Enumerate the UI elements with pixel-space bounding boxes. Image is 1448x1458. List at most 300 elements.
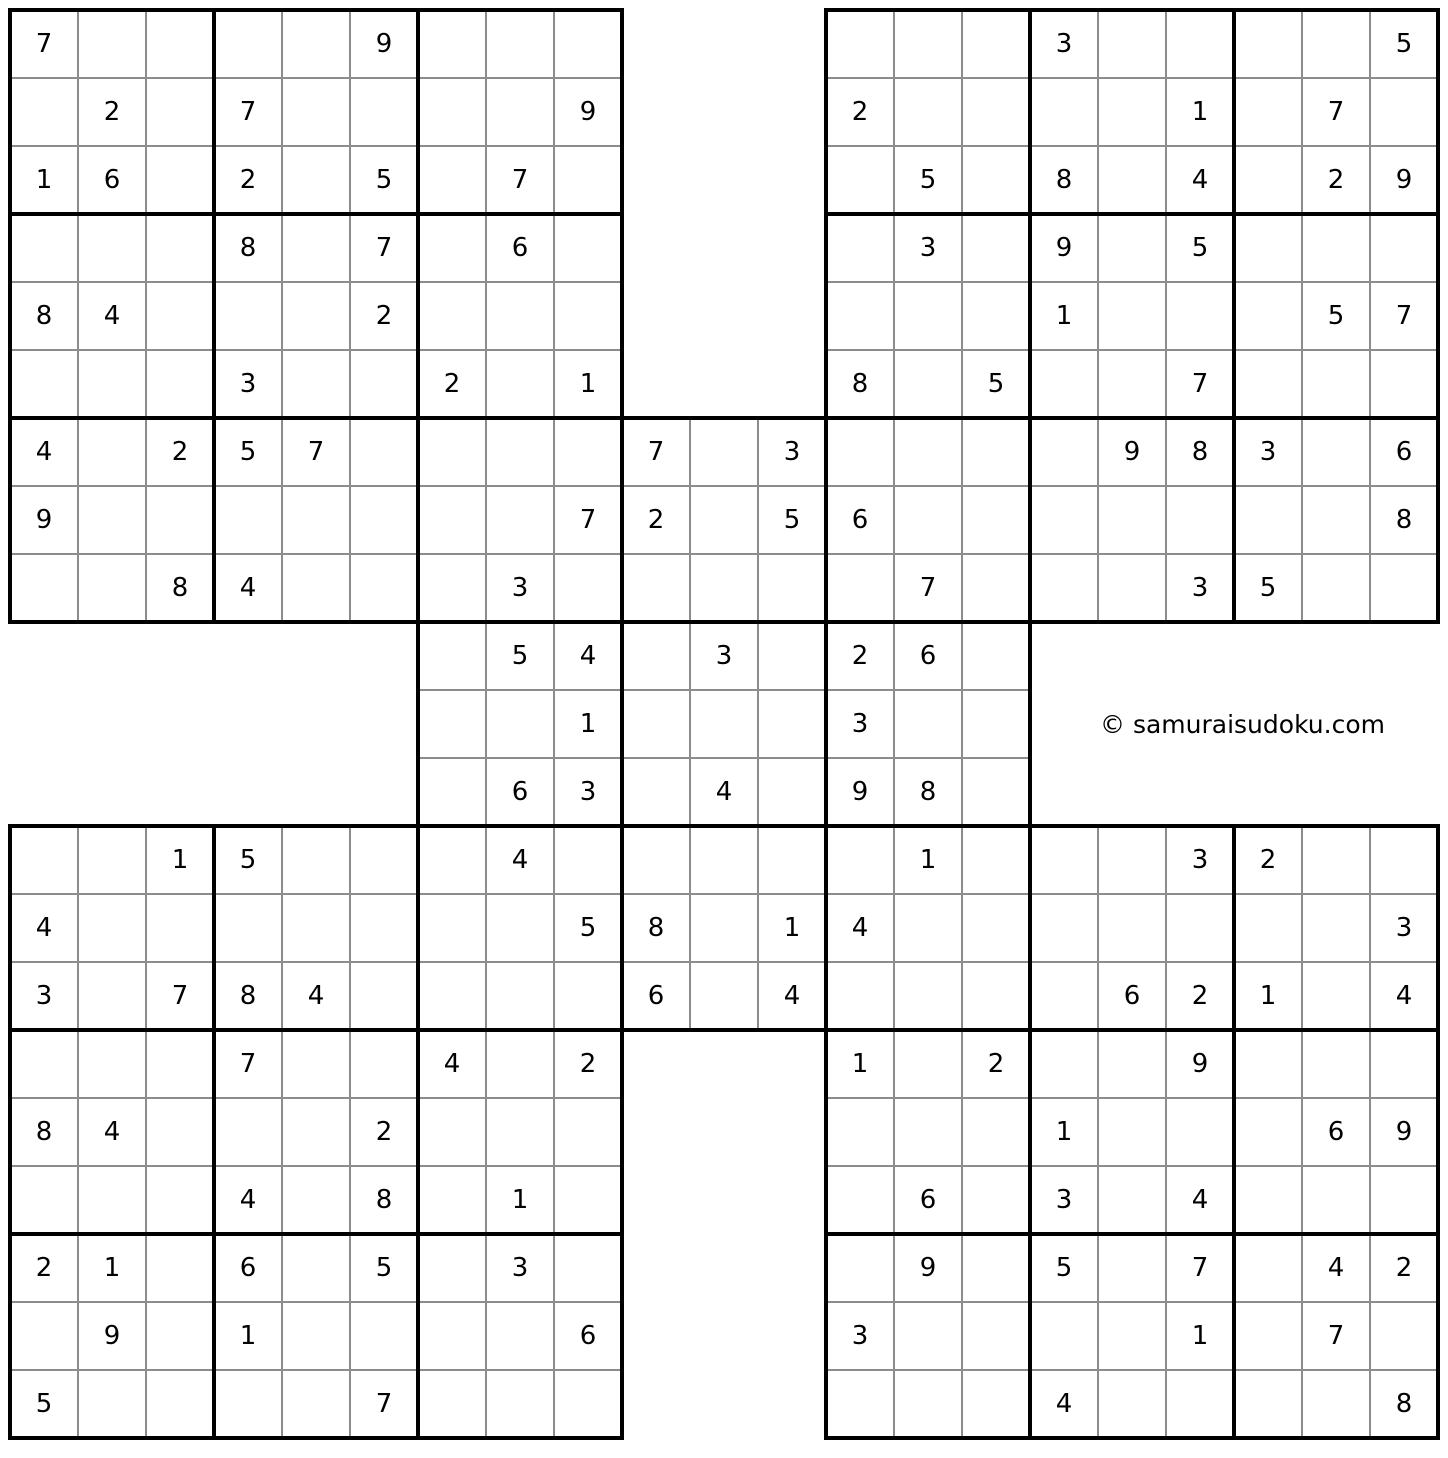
sudoku-cell[interactable] <box>962 214 1030 282</box>
sudoku-cell[interactable]: 4 <box>10 894 78 962</box>
sudoku-cell[interactable]: 8 <box>350 1166 418 1234</box>
sudoku-cell[interactable]: 7 <box>1302 78 1370 146</box>
sudoku-cell[interactable]: 8 <box>1370 1370 1438 1438</box>
sudoku-cell[interactable] <box>1234 1234 1302 1302</box>
sudoku-cell[interactable] <box>1370 554 1438 622</box>
sudoku-cell[interactable] <box>1098 1166 1166 1234</box>
sudoku-cell[interactable] <box>418 690 486 758</box>
sudoku-cell[interactable] <box>554 554 622 622</box>
sudoku-cell[interactable] <box>418 894 486 962</box>
sudoku-cell[interactable]: 7 <box>214 1030 282 1098</box>
sudoku-cell[interactable]: 7 <box>214 78 282 146</box>
sudoku-cell[interactable] <box>962 78 1030 146</box>
sudoku-cell[interactable] <box>1098 146 1166 214</box>
sudoku-cell[interactable] <box>1030 962 1098 1030</box>
sudoku-cell[interactable] <box>1370 1030 1438 1098</box>
sudoku-cell[interactable] <box>690 554 758 622</box>
sudoku-cell[interactable] <box>1098 554 1166 622</box>
sudoku-cell[interactable]: 6 <box>78 146 146 214</box>
sudoku-cell[interactable]: 9 <box>1030 214 1098 282</box>
sudoku-cell[interactable] <box>1302 1030 1370 1098</box>
sudoku-cell[interactable]: 7 <box>554 486 622 554</box>
sudoku-cell[interactable]: 8 <box>622 894 690 962</box>
sudoku-cell[interactable] <box>10 350 78 418</box>
sudoku-cell[interactable]: 7 <box>350 1370 418 1438</box>
sudoku-cell[interactable]: 5 <box>962 350 1030 418</box>
sudoku-cell[interactable] <box>282 1030 350 1098</box>
sudoku-cell[interactable] <box>1234 282 1302 350</box>
sudoku-cell[interactable] <box>1166 1370 1234 1438</box>
sudoku-cell[interactable] <box>282 1302 350 1370</box>
sudoku-cell[interactable] <box>554 962 622 1030</box>
sudoku-cell[interactable] <box>962 282 1030 350</box>
sudoku-cell[interactable] <box>962 1098 1030 1166</box>
sudoku-cell[interactable] <box>690 826 758 894</box>
sudoku-cell[interactable] <box>10 214 78 282</box>
sudoku-cell[interactable]: 6 <box>1098 962 1166 1030</box>
sudoku-cell[interactable] <box>1302 1166 1370 1234</box>
sudoku-cell[interactable] <box>1030 894 1098 962</box>
sudoku-cell[interactable]: 1 <box>826 1030 894 1098</box>
sudoku-cell[interactable]: 2 <box>418 350 486 418</box>
sudoku-cell[interactable] <box>894 962 962 1030</box>
sudoku-cell[interactable] <box>418 1166 486 1234</box>
sudoku-cell[interactable]: 4 <box>10 418 78 486</box>
sudoku-cell[interactable]: 6 <box>622 962 690 1030</box>
sudoku-cell[interactable] <box>826 962 894 1030</box>
sudoku-cell[interactable] <box>146 214 214 282</box>
sudoku-cell[interactable]: 2 <box>1166 962 1234 1030</box>
sudoku-cell[interactable] <box>1302 894 1370 962</box>
sudoku-cell[interactable]: 1 <box>486 1166 554 1234</box>
sudoku-cell[interactable]: 8 <box>894 758 962 826</box>
sudoku-cell[interactable] <box>1098 1098 1166 1166</box>
sudoku-cell[interactable]: 7 <box>350 214 418 282</box>
sudoku-cell[interactable] <box>894 282 962 350</box>
sudoku-cell[interactable] <box>350 1030 418 1098</box>
sudoku-cell[interactable]: 6 <box>894 622 962 690</box>
sudoku-cell[interactable] <box>1234 1098 1302 1166</box>
sudoku-cell[interactable] <box>418 554 486 622</box>
sudoku-cell[interactable] <box>1302 1370 1370 1438</box>
sudoku-cell[interactable] <box>758 758 826 826</box>
sudoku-cell[interactable]: 5 <box>758 486 826 554</box>
sudoku-cell[interactable] <box>418 282 486 350</box>
sudoku-cell[interactable] <box>1370 1166 1438 1234</box>
sudoku-cell[interactable] <box>214 1098 282 1166</box>
sudoku-cell[interactable]: 2 <box>146 418 214 486</box>
sudoku-cell[interactable] <box>1098 1370 1166 1438</box>
sudoku-cell[interactable] <box>1098 486 1166 554</box>
sudoku-cell[interactable] <box>1030 350 1098 418</box>
sudoku-cell[interactable] <box>146 1166 214 1234</box>
sudoku-cell[interactable] <box>282 10 350 78</box>
sudoku-cell[interactable] <box>486 282 554 350</box>
sudoku-cell[interactable] <box>486 1030 554 1098</box>
sudoku-cell[interactable]: 6 <box>894 1166 962 1234</box>
sudoku-cell[interactable] <box>78 1370 146 1438</box>
sudoku-cell[interactable] <box>1098 10 1166 78</box>
sudoku-cell[interactable]: 1 <box>78 1234 146 1302</box>
sudoku-cell[interactable] <box>350 962 418 1030</box>
sudoku-cell[interactable] <box>418 486 486 554</box>
sudoku-cell[interactable] <box>78 826 146 894</box>
sudoku-cell[interactable]: 8 <box>1030 146 1098 214</box>
sudoku-cell[interactable] <box>214 1370 282 1438</box>
sudoku-cell[interactable] <box>282 214 350 282</box>
sudoku-cell[interactable] <box>962 10 1030 78</box>
sudoku-cell[interactable] <box>282 1370 350 1438</box>
sudoku-cell[interactable] <box>1030 486 1098 554</box>
sudoku-cell[interactable] <box>894 350 962 418</box>
sudoku-cell[interactable] <box>10 78 78 146</box>
sudoku-cell[interactable] <box>282 1166 350 1234</box>
sudoku-cell[interactable] <box>1234 78 1302 146</box>
sudoku-cell[interactable] <box>146 10 214 78</box>
sudoku-cell[interactable] <box>622 554 690 622</box>
sudoku-cell[interactable] <box>962 486 1030 554</box>
sudoku-cell[interactable]: 8 <box>1370 486 1438 554</box>
sudoku-cell[interactable]: 1 <box>554 690 622 758</box>
sudoku-cell[interactable]: 2 <box>1370 1234 1438 1302</box>
sudoku-cell[interactable] <box>78 214 146 282</box>
sudoku-cell[interactable]: 3 <box>1166 826 1234 894</box>
sudoku-cell[interactable]: 3 <box>554 758 622 826</box>
sudoku-cell[interactable] <box>282 350 350 418</box>
sudoku-cell[interactable] <box>894 690 962 758</box>
sudoku-cell[interactable]: 2 <box>350 282 418 350</box>
sudoku-cell[interactable] <box>1234 214 1302 282</box>
sudoku-cell[interactable]: 2 <box>1234 826 1302 894</box>
sudoku-cell[interactable] <box>1234 146 1302 214</box>
sudoku-cell[interactable] <box>486 690 554 758</box>
sudoku-cell[interactable] <box>146 78 214 146</box>
sudoku-cell[interactable] <box>690 962 758 1030</box>
sudoku-cell[interactable]: 2 <box>826 78 894 146</box>
sudoku-cell[interactable]: 3 <box>10 962 78 1030</box>
sudoku-cell[interactable] <box>282 486 350 554</box>
sudoku-cell[interactable]: 9 <box>78 1302 146 1370</box>
sudoku-cell[interactable] <box>622 826 690 894</box>
sudoku-cell[interactable]: 7 <box>1370 282 1438 350</box>
sudoku-cell[interactable]: 2 <box>214 146 282 214</box>
sudoku-cell[interactable] <box>1234 1030 1302 1098</box>
sudoku-cell[interactable] <box>1098 282 1166 350</box>
sudoku-cell[interactable]: 2 <box>554 1030 622 1098</box>
sudoku-cell[interactable]: 9 <box>1370 146 1438 214</box>
sudoku-cell[interactable] <box>962 690 1030 758</box>
sudoku-cell[interactable] <box>1030 826 1098 894</box>
sudoku-cell[interactable] <box>486 78 554 146</box>
sudoku-cell[interactable]: 8 <box>1166 418 1234 486</box>
sudoku-cell[interactable]: 1 <box>10 146 78 214</box>
sudoku-cell[interactable] <box>146 1234 214 1302</box>
sudoku-cell[interactable] <box>826 10 894 78</box>
sudoku-cell[interactable] <box>1030 418 1098 486</box>
sudoku-cell[interactable] <box>418 146 486 214</box>
sudoku-cell[interactable] <box>962 554 1030 622</box>
sudoku-cell[interactable] <box>418 826 486 894</box>
sudoku-cell[interactable] <box>1166 1098 1234 1166</box>
sudoku-cell[interactable] <box>78 894 146 962</box>
sudoku-cell[interactable] <box>894 1030 962 1098</box>
sudoku-cell[interactable]: 7 <box>1166 350 1234 418</box>
sudoku-cell[interactable] <box>554 826 622 894</box>
sudoku-cell[interactable] <box>350 554 418 622</box>
sudoku-cell[interactable] <box>350 350 418 418</box>
sudoku-cell[interactable] <box>554 1098 622 1166</box>
sudoku-cell[interactable] <box>894 1098 962 1166</box>
sudoku-cell[interactable] <box>486 486 554 554</box>
sudoku-cell[interactable] <box>962 1234 1030 1302</box>
sudoku-cell[interactable]: 3 <box>214 350 282 418</box>
sudoku-cell[interactable] <box>418 214 486 282</box>
sudoku-cell[interactable] <box>486 1370 554 1438</box>
sudoku-cell[interactable]: 9 <box>826 758 894 826</box>
sudoku-cell[interactable] <box>1302 418 1370 486</box>
sudoku-cell[interactable] <box>894 486 962 554</box>
sudoku-cell[interactable] <box>554 1370 622 1438</box>
sudoku-cell[interactable] <box>418 1098 486 1166</box>
sudoku-cell[interactable]: 6 <box>486 214 554 282</box>
sudoku-cell[interactable] <box>214 282 282 350</box>
sudoku-cell[interactable] <box>622 758 690 826</box>
sudoku-cell[interactable] <box>350 826 418 894</box>
sudoku-cell[interactable]: 1 <box>1166 1302 1234 1370</box>
sudoku-cell[interactable]: 4 <box>78 1098 146 1166</box>
sudoku-cell[interactable] <box>10 554 78 622</box>
sudoku-cell[interactable] <box>622 690 690 758</box>
sudoku-cell[interactable] <box>282 554 350 622</box>
sudoku-cell[interactable]: 8 <box>10 1098 78 1166</box>
sudoku-cell[interactable]: 3 <box>1166 554 1234 622</box>
sudoku-cell[interactable]: 4 <box>554 622 622 690</box>
sudoku-cell[interactable]: 5 <box>350 146 418 214</box>
sudoku-cell[interactable]: 1 <box>1030 1098 1098 1166</box>
sudoku-cell[interactable] <box>826 826 894 894</box>
sudoku-cell[interactable] <box>282 894 350 962</box>
sudoku-cell[interactable] <box>146 1030 214 1098</box>
sudoku-cell[interactable]: 2 <box>1302 146 1370 214</box>
sudoku-cell[interactable] <box>78 1166 146 1234</box>
sudoku-cell[interactable] <box>1370 350 1438 418</box>
sudoku-cell[interactable]: 4 <box>1030 1370 1098 1438</box>
sudoku-cell[interactable] <box>146 1370 214 1438</box>
sudoku-cell[interactable]: 8 <box>826 350 894 418</box>
sudoku-cell[interactable] <box>894 1302 962 1370</box>
sudoku-cell[interactable] <box>486 1302 554 1370</box>
sudoku-cell[interactable]: 9 <box>1166 1030 1234 1098</box>
sudoku-cell[interactable] <box>826 282 894 350</box>
sudoku-cell[interactable]: 5 <box>214 826 282 894</box>
sudoku-cell[interactable]: 1 <box>1234 962 1302 1030</box>
sudoku-cell[interactable]: 6 <box>486 758 554 826</box>
sudoku-cell[interactable] <box>1302 486 1370 554</box>
sudoku-cell[interactable]: 8 <box>214 214 282 282</box>
sudoku-cell[interactable] <box>554 418 622 486</box>
sudoku-cell[interactable] <box>418 622 486 690</box>
sudoku-cell[interactable]: 9 <box>1370 1098 1438 1166</box>
sudoku-cell[interactable] <box>282 826 350 894</box>
sudoku-cell[interactable] <box>418 418 486 486</box>
sudoku-cell[interactable] <box>894 418 962 486</box>
sudoku-cell[interactable]: 9 <box>350 10 418 78</box>
sudoku-cell[interactable] <box>214 486 282 554</box>
sudoku-cell[interactable] <box>282 146 350 214</box>
sudoku-cell[interactable]: 4 <box>1370 962 1438 1030</box>
sudoku-cell[interactable]: 8 <box>146 554 214 622</box>
sudoku-cell[interactable] <box>418 1234 486 1302</box>
sudoku-cell[interactable]: 9 <box>10 486 78 554</box>
sudoku-cell[interactable] <box>962 894 1030 962</box>
sudoku-cell[interactable] <box>1098 1234 1166 1302</box>
sudoku-cell[interactable] <box>690 418 758 486</box>
sudoku-cell[interactable] <box>1030 554 1098 622</box>
sudoku-cell[interactable] <box>1302 826 1370 894</box>
sudoku-cell[interactable]: 3 <box>1370 894 1438 962</box>
sudoku-cell[interactable] <box>690 690 758 758</box>
sudoku-cell[interactable]: 1 <box>894 826 962 894</box>
sudoku-cell[interactable]: 8 <box>10 282 78 350</box>
sudoku-cell[interactable]: 5 <box>1234 554 1302 622</box>
sudoku-cell[interactable]: 6 <box>554 1302 622 1370</box>
sudoku-cell[interactable] <box>622 622 690 690</box>
sudoku-cell[interactable]: 2 <box>622 486 690 554</box>
sudoku-cell[interactable]: 4 <box>418 1030 486 1098</box>
sudoku-cell[interactable] <box>554 214 622 282</box>
sudoku-cell[interactable] <box>826 1370 894 1438</box>
sudoku-cell[interactable]: 3 <box>1030 10 1098 78</box>
sudoku-cell[interactable] <box>1234 1166 1302 1234</box>
sudoku-cell[interactable]: 2 <box>10 1234 78 1302</box>
sudoku-cell[interactable]: 2 <box>826 622 894 690</box>
sudoku-cell[interactable] <box>146 894 214 962</box>
sudoku-cell[interactable] <box>1234 350 1302 418</box>
sudoku-cell[interactable] <box>1234 894 1302 962</box>
sudoku-cell[interactable]: 8 <box>214 962 282 1030</box>
sudoku-cell[interactable] <box>146 350 214 418</box>
sudoku-cell[interactable] <box>10 1030 78 1098</box>
sudoku-cell[interactable] <box>1234 486 1302 554</box>
sudoku-cell[interactable] <box>1370 826 1438 894</box>
sudoku-cell[interactable] <box>486 894 554 962</box>
sudoku-cell[interactable]: 1 <box>1166 78 1234 146</box>
sudoku-cell[interactable] <box>1030 1302 1098 1370</box>
sudoku-cell[interactable] <box>554 10 622 78</box>
sudoku-cell[interactable] <box>1234 10 1302 78</box>
sudoku-cell[interactable] <box>690 486 758 554</box>
sudoku-cell[interactable] <box>418 10 486 78</box>
sudoku-cell[interactable] <box>1030 1030 1098 1098</box>
sudoku-cell[interactable] <box>758 826 826 894</box>
sudoku-cell[interactable]: 6 <box>1302 1098 1370 1166</box>
sudoku-cell[interactable]: 5 <box>10 1370 78 1438</box>
sudoku-cell[interactable] <box>78 1030 146 1098</box>
sudoku-cell[interactable]: 5 <box>554 894 622 962</box>
sudoku-cell[interactable] <box>282 78 350 146</box>
sudoku-cell[interactable] <box>962 1166 1030 1234</box>
sudoku-cell[interactable] <box>1098 826 1166 894</box>
sudoku-cell[interactable] <box>826 214 894 282</box>
sudoku-cell[interactable]: 1 <box>758 894 826 962</box>
sudoku-cell[interactable] <box>486 962 554 1030</box>
sudoku-cell[interactable]: 4 <box>78 282 146 350</box>
sudoku-cell[interactable] <box>758 622 826 690</box>
sudoku-cell[interactable] <box>962 962 1030 1030</box>
sudoku-cell[interactable]: 6 <box>214 1234 282 1302</box>
sudoku-cell[interactable] <box>826 1166 894 1234</box>
sudoku-cell[interactable] <box>962 1302 1030 1370</box>
sudoku-cell[interactable]: 7 <box>10 10 78 78</box>
sudoku-cell[interactable] <box>962 826 1030 894</box>
sudoku-cell[interactable] <box>894 78 962 146</box>
sudoku-cell[interactable] <box>78 350 146 418</box>
sudoku-cell[interactable] <box>418 78 486 146</box>
sudoku-cell[interactable] <box>1166 10 1234 78</box>
sudoku-cell[interactable] <box>78 554 146 622</box>
sudoku-cell[interactable] <box>1370 1302 1438 1370</box>
sudoku-cell[interactable] <box>826 554 894 622</box>
sudoku-cell[interactable] <box>146 146 214 214</box>
sudoku-cell[interactable] <box>146 282 214 350</box>
sudoku-cell[interactable]: 1 <box>1030 282 1098 350</box>
sudoku-cell[interactable] <box>554 146 622 214</box>
sudoku-cell[interactable] <box>962 1370 1030 1438</box>
sudoku-cell[interactable]: 4 <box>826 894 894 962</box>
sudoku-cell[interactable]: 7 <box>486 146 554 214</box>
sudoku-cell[interactable]: 4 <box>758 962 826 1030</box>
sudoku-cell[interactable]: 4 <box>214 1166 282 1234</box>
sudoku-cell[interactable]: 7 <box>282 418 350 486</box>
sudoku-cell[interactable]: 5 <box>350 1234 418 1302</box>
sudoku-cell[interactable]: 1 <box>146 826 214 894</box>
sudoku-cell[interactable] <box>962 418 1030 486</box>
sudoku-cell[interactable] <box>826 146 894 214</box>
sudoku-cell[interactable]: 5 <box>214 418 282 486</box>
sudoku-cell[interactable] <box>1234 1302 1302 1370</box>
sudoku-cell[interactable] <box>1370 78 1438 146</box>
sudoku-cell[interactable] <box>10 1166 78 1234</box>
sudoku-cell[interactable] <box>350 486 418 554</box>
sudoku-cell[interactable] <box>1098 214 1166 282</box>
sudoku-cell[interactable]: 9 <box>1098 418 1166 486</box>
sudoku-cell[interactable] <box>350 78 418 146</box>
sudoku-cell[interactable] <box>1098 350 1166 418</box>
sudoku-cell[interactable] <box>146 1098 214 1166</box>
sudoku-cell[interactable]: 9 <box>554 78 622 146</box>
sudoku-cell[interactable] <box>1302 962 1370 1030</box>
sudoku-cell[interactable] <box>1098 894 1166 962</box>
sudoku-cell[interactable]: 6 <box>826 486 894 554</box>
sudoku-cell[interactable] <box>146 1302 214 1370</box>
sudoku-cell[interactable] <box>486 10 554 78</box>
sudoku-cell[interactable] <box>1166 486 1234 554</box>
sudoku-cell[interactable] <box>962 146 1030 214</box>
sudoku-cell[interactable]: 3 <box>826 1302 894 1370</box>
sudoku-cell[interactable] <box>78 962 146 1030</box>
sudoku-cell[interactable] <box>1030 78 1098 146</box>
sudoku-cell[interactable]: 7 <box>1166 1234 1234 1302</box>
sudoku-cell[interactable] <box>554 1234 622 1302</box>
sudoku-cell[interactable] <box>1302 554 1370 622</box>
sudoku-cell[interactable] <box>78 10 146 78</box>
sudoku-cell[interactable]: 4 <box>214 554 282 622</box>
sudoku-cell[interactable] <box>214 894 282 962</box>
sudoku-cell[interactable] <box>78 486 146 554</box>
sudoku-cell[interactable]: 4 <box>486 826 554 894</box>
sudoku-cell[interactable] <box>826 418 894 486</box>
sudoku-cell[interactable]: 6 <box>1370 418 1438 486</box>
